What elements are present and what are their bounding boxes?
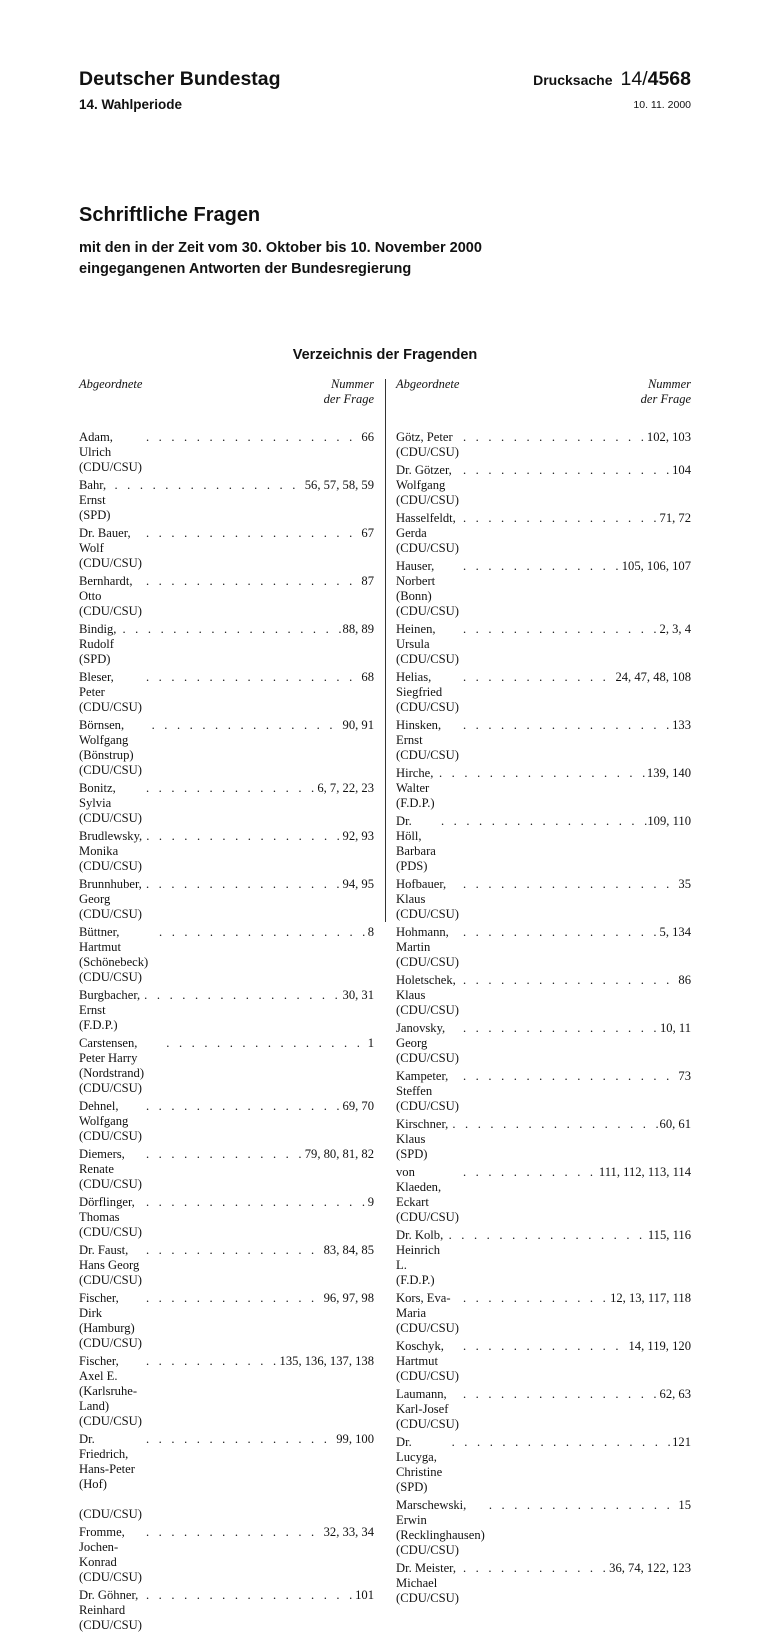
- list-item: [79, 475, 374, 523]
- question-numbers: 92, 93: [342, 829, 374, 843]
- list-item: [396, 1336, 691, 1384]
- leader-dots: [142, 1099, 343, 1114]
- list-item: [396, 460, 691, 508]
- list-item: [396, 1432, 691, 1495]
- leader-dots: [110, 478, 304, 493]
- index-title: Verzeichnis der Fragenden: [292, 347, 478, 363]
- member-name: Börnsen, Wolfgang (Bönstrup) (CDU/CSU): [79, 718, 142, 777]
- member-name: Hinsken, Ernst (CDU/CSU): [396, 718, 459, 762]
- member-name: Koschyk, Hartmut (CDU/CSU): [396, 1339, 459, 1383]
- member-name: Marschewski, Erwin (Recklinghausen) (CDU/CSU): [396, 1498, 485, 1557]
- member-name: Dr. Götzer, Wolfgang (CDU/CSU): [396, 463, 459, 507]
- member-name: Dehnel, Wolfgang (CDU/CSU): [79, 1099, 142, 1143]
- member-name: Fischer, Dirk (Hamburg) (CDU/CSU): [79, 1291, 142, 1350]
- member-name: Holetschek, Klaus (CDU/CSU): [396, 973, 459, 1017]
- question-numbers: 99, 100: [336, 1432, 374, 1446]
- list-item: [79, 1192, 374, 1240]
- question-numbers: 24, 47, 48, 108: [615, 670, 691, 684]
- list-item: [396, 1018, 691, 1066]
- column-header: [396, 377, 691, 421]
- leader-dots: [445, 1228, 648, 1243]
- leader-dots: [459, 430, 647, 445]
- leader-dots: [162, 1036, 367, 1051]
- member-name: Kors, Eva-Maria (CDU/CSU): [396, 1291, 459, 1335]
- list-item: [396, 1558, 691, 1606]
- leader-dots: [142, 1525, 324, 1540]
- leader-dots: [459, 622, 660, 637]
- member-name: Dörflinger, Thomas (CDU/CSU): [79, 1195, 142, 1239]
- member-name: Helias, Siegfried (CDU/CSU): [396, 670, 459, 714]
- member-name: Götz, Peter (CDU/CSU): [396, 430, 459, 459]
- list-item: [79, 667, 374, 715]
- leader-dots: [459, 973, 678, 988]
- question-numbers: 62, 63: [659, 1387, 691, 1401]
- list-item: [79, 715, 374, 778]
- leader-dots: [142, 1588, 355, 1603]
- document-number-prefix: 14/: [620, 68, 648, 90]
- list-item: [396, 715, 691, 763]
- column-header-number-line2: der Frage: [640, 392, 691, 406]
- list-item: [396, 922, 691, 970]
- list-item: [396, 1066, 691, 1114]
- member-name: Kirschner, Klaus (SPD): [396, 1117, 452, 1161]
- leader-dots: [435, 766, 647, 781]
- leader-dots: [140, 988, 342, 1003]
- member-name: Hauser, Norbert (Bonn) (CDU/CSU): [396, 559, 459, 618]
- list-item: [79, 1585, 374, 1633]
- list-item: [79, 1033, 374, 1096]
- list-item: [396, 427, 691, 460]
- question-numbers: 83, 84, 85: [323, 1243, 374, 1257]
- column-header-name: Abgeordnete: [79, 377, 143, 391]
- member-name: Dr. Friedrich, Hans-Peter (Hof) (CDU/CSU): [79, 1432, 142, 1521]
- column-divider: [385, 379, 386, 922]
- question-numbers: 12, 13, 117, 118: [610, 1291, 691, 1305]
- leader-dots: [459, 559, 622, 574]
- question-numbers: 79, 80, 81, 82: [304, 1147, 374, 1161]
- question-numbers: 2, 3, 4: [659, 622, 691, 636]
- column-header-number: [641, 377, 691, 407]
- question-numbers: 88, 89: [342, 622, 374, 636]
- question-numbers: 73: [678, 1069, 691, 1083]
- list-item: [79, 571, 374, 619]
- list-item: [79, 1288, 374, 1351]
- question-numbers: 71, 72: [659, 511, 691, 525]
- member-name: Diemers, Renate (CDU/CSU): [79, 1147, 142, 1191]
- leader-dots: [459, 511, 660, 526]
- leader-dots: [459, 718, 672, 733]
- list-item: [79, 874, 374, 922]
- list-item: [396, 508, 691, 556]
- member-name: Carstensen, Peter Harry (Nordstrand) (CDU/CSU): [79, 1036, 148, 1095]
- leader-dots: [142, 781, 317, 796]
- member-name: Bahr, Ernst (SPD): [79, 478, 111, 522]
- list-item: [79, 1144, 374, 1192]
- document-title: Schriftliche Fragen: [79, 204, 261, 226]
- list-item: [396, 1162, 691, 1225]
- column-header-number-line1: Nummer: [330, 377, 374, 391]
- document-date: 10. 11. 2000: [633, 99, 691, 111]
- list-item: [396, 970, 691, 1018]
- question-numbers: 35: [678, 877, 691, 891]
- document-number-label: Drucksache: [533, 72, 613, 88]
- question-numbers: 94, 95: [342, 877, 374, 891]
- leader-dots: [142, 1147, 305, 1162]
- question-numbers: 109, 110: [647, 814, 691, 828]
- question-numbers: 101: [355, 1588, 374, 1602]
- leader-dots: [142, 1195, 368, 1210]
- leader-dots: [459, 877, 678, 892]
- column-header: [79, 377, 374, 421]
- leader-dots: [459, 1165, 599, 1180]
- list-item: [79, 1096, 374, 1144]
- question-numbers: 10, 11: [659, 1021, 691, 1035]
- member-name: Brunnhuber, Georg (CDU/CSU): [79, 877, 145, 921]
- index-column-left: [79, 377, 374, 1633]
- list-item: [396, 667, 691, 715]
- question-numbers: 67: [361, 526, 374, 540]
- member-name: Dr. Kolb, Heinrich L. (F.D.P.): [396, 1228, 447, 1287]
- question-numbers: 66: [361, 430, 374, 444]
- member-name: Fromme, Jochen-Konrad (CDU/CSU): [79, 1525, 142, 1584]
- list-item: [396, 1225, 691, 1288]
- question-numbers: 14, 119, 120: [628, 1339, 691, 1353]
- member-name: Dr. Göhner, Reinhard (CDU/CSU): [79, 1588, 142, 1632]
- leader-dots: [485, 1498, 679, 1513]
- leader-dots: [142, 574, 361, 589]
- member-name: Heinen, Ursula (CDU/CSU): [396, 622, 459, 666]
- subtitle-line-2: eingegangenen Antworten der Bundesregierung: [79, 261, 412, 277]
- leader-dots: [459, 1387, 660, 1402]
- list-item: [79, 826, 374, 874]
- question-numbers: 133: [672, 718, 691, 732]
- question-numbers: 111, 112, 113, 114: [598, 1165, 691, 1179]
- member-name: Burgbacher, Ernst (F.D.P.): [79, 988, 144, 1032]
- leader-dots: [142, 1243, 324, 1258]
- list-item: [79, 1351, 374, 1429]
- list-item: [79, 523, 374, 571]
- member-name: Bernhardt, Otto (CDU/CSU): [79, 574, 142, 618]
- question-numbers: 115, 116: [647, 1228, 691, 1242]
- question-numbers: 5, 134: [659, 925, 691, 939]
- question-numbers: 30, 31: [342, 988, 374, 1002]
- leader-dots: [155, 925, 368, 940]
- list-item: [396, 874, 691, 922]
- leader-dots: [142, 1291, 324, 1306]
- question-numbers: 15: [678, 1498, 691, 1512]
- list-item: [79, 922, 374, 985]
- column-header-number-line1: Nummer: [647, 377, 691, 391]
- entry-list-right: [396, 427, 691, 1606]
- question-numbers: 104: [672, 463, 691, 477]
- member-name: Brudlewsky, Monika (CDU/CSU): [79, 829, 146, 873]
- question-numbers: 8: [367, 925, 374, 939]
- member-name: von Klaeden, Eckart (CDU/CSU): [396, 1165, 459, 1224]
- leader-dots: [459, 1339, 629, 1354]
- parliament-title: Deutscher Bundestag: [79, 68, 281, 90]
- question-numbers: 96, 97, 98: [323, 1291, 374, 1305]
- member-name: Adam, Ulrich (CDU/CSU): [79, 430, 142, 474]
- leader-dots: [142, 430, 361, 445]
- member-name: Büttner, Hartmut (Schönebeck) (CDU/CSU): [79, 925, 152, 984]
- question-numbers: 102, 103: [646, 430, 691, 444]
- question-numbers: 86: [678, 973, 691, 987]
- question-numbers: 105, 106, 107: [621, 559, 691, 573]
- list-item: [396, 1114, 691, 1162]
- leader-dots: [459, 1561, 609, 1576]
- leader-dots: [142, 877, 343, 892]
- leader-dots: [142, 829, 342, 844]
- question-numbers: 121: [672, 1435, 691, 1449]
- member-name: Hofbauer, Klaus (CDU/CSU): [396, 877, 459, 921]
- leader-dots: [459, 925, 660, 940]
- leader-dots: [459, 1291, 610, 1306]
- member-name: Kampeter, Steffen (CDU/CSU): [396, 1069, 459, 1113]
- list-item: [79, 1522, 374, 1585]
- question-numbers: 56, 57, 58, 59: [304, 478, 374, 492]
- leader-dots: [148, 718, 343, 733]
- leader-dots: [142, 670, 361, 685]
- member-name: Hohmann, Martin (CDU/CSU): [396, 925, 459, 969]
- question-numbers: 9: [367, 1195, 374, 1209]
- legislative-period: 14. Wahlperiode: [79, 97, 183, 112]
- member-name: Dr. Meister, Michael (CDU/CSU): [396, 1561, 460, 1605]
- member-name: Dr. Lucyga, Christine (SPD): [396, 1435, 446, 1494]
- question-numbers: 139, 140: [646, 766, 691, 780]
- leader-dots: [448, 1435, 673, 1450]
- question-numbers: 6, 7, 22, 23: [317, 781, 374, 795]
- list-item: [79, 427, 374, 475]
- leader-dots: [459, 1021, 660, 1036]
- question-numbers: 135, 136, 137, 138: [279, 1354, 374, 1368]
- leader-dots: [459, 463, 672, 478]
- list-item: [396, 1495, 691, 1558]
- member-name: Hasselfeldt, Gerda (CDU/CSU): [396, 511, 459, 555]
- leader-dots: [118, 622, 342, 637]
- document-number: [533, 68, 691, 91]
- list-item: [396, 619, 691, 667]
- list-item: [79, 985, 374, 1033]
- leader-dots: [459, 670, 615, 685]
- member-name: Bleser, Peter (CDU/CSU): [79, 670, 142, 714]
- subtitle-line-1: mit den in der Zeit vom 30. Oktober bis 10. November 2000: [79, 240, 482, 256]
- column-header-number: [324, 377, 374, 407]
- question-numbers: 1: [367, 1036, 374, 1050]
- member-name: Dr. Faust, Hans Georg (CDU/CSU): [79, 1243, 143, 1287]
- list-item: [79, 1429, 374, 1522]
- leader-dots: [142, 526, 361, 541]
- list-item: [396, 1384, 691, 1432]
- question-numbers: 87: [361, 574, 374, 588]
- list-item: [79, 1240, 374, 1288]
- question-numbers: 60, 61: [659, 1117, 691, 1131]
- question-numbers: 69, 70: [342, 1099, 374, 1113]
- list-item: [396, 763, 691, 811]
- member-name: Laumann, Karl-Josef (CDU/CSU): [396, 1387, 459, 1431]
- index-column-right: [396, 377, 691, 1606]
- column-header-number-line2: der Frage: [323, 392, 374, 406]
- entry-list-left: [79, 427, 374, 1633]
- document-subtitle: [79, 238, 482, 280]
- member-name: Dr. Höll, Barbara (PDS): [396, 814, 440, 873]
- leader-dots: [142, 1432, 336, 1447]
- member-name: Fischer, Axel E. (Karlsruhe-Land) (CDU/CSU): [79, 1354, 142, 1428]
- list-item: [396, 811, 691, 874]
- leader-dots: [448, 1117, 659, 1132]
- list-item: [396, 1288, 691, 1336]
- question-numbers: 68: [361, 670, 374, 684]
- member-name: Dr. Bauer, Wolf (CDU/CSU): [79, 526, 142, 570]
- column-header-name: Abgeordnete: [396, 377, 460, 391]
- leader-dots: [437, 814, 647, 829]
- question-numbers: 32, 33, 34: [323, 1525, 374, 1539]
- document-number-main: 4568: [647, 68, 691, 90]
- leader-dots: [142, 1354, 280, 1369]
- list-item: [79, 619, 374, 667]
- list-item: [79, 778, 374, 826]
- leader-dots: [459, 1069, 678, 1084]
- question-numbers: 36, 74, 122, 123: [609, 1561, 691, 1575]
- member-name: Hirche, Walter (F.D.P.): [396, 766, 437, 810]
- member-name: Bindig, Rudolf (SPD): [79, 622, 120, 666]
- list-item: [396, 556, 691, 619]
- member-name: Bonitz, Sylvia (CDU/CSU): [79, 781, 142, 825]
- question-numbers: 90, 91: [342, 718, 374, 732]
- member-name: Janovsky, Georg (CDU/CSU): [396, 1021, 459, 1065]
